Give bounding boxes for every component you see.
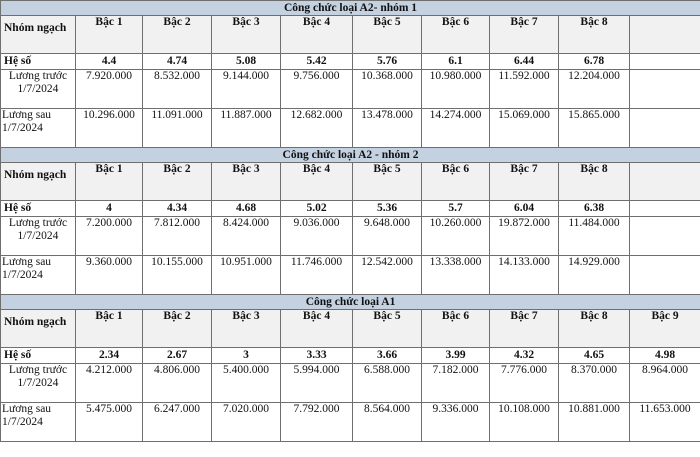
salary-before-row: [1, 364, 700, 403]
step-header: Bậc 4: [281, 16, 353, 54]
step-header: Bậc 3: [212, 16, 281, 54]
step-header: [630, 16, 700, 54]
step-header-row: [1, 163, 700, 201]
salary-before-value: 10.260.000: [422, 217, 490, 256]
step-header: Bậc 6: [422, 163, 490, 201]
step-header-row: [1, 16, 700, 54]
salary-after-value: 9.336.000: [422, 403, 490, 442]
salary-after-value: [630, 256, 700, 295]
coefficient-label: Hệ số: [1, 348, 76, 364]
coefficient-value: 4: [76, 201, 143, 217]
salary-after-value: 10.155.000: [143, 256, 212, 295]
group-label: Nhóm ngạch: [1, 16, 76, 54]
step-header: Bậc 2: [143, 16, 212, 54]
coefficient-label: Hệ số: [1, 201, 76, 217]
salary-after-row: [1, 109, 700, 148]
step-header: Bậc 2: [143, 310, 212, 348]
salary-after-value: 6.247.000: [143, 403, 212, 442]
salary-before-row: [1, 217, 700, 256]
salary-before-value: 4.212.000: [76, 364, 143, 403]
salary-before-value: 9.756.000: [281, 70, 353, 109]
coefficient-value: 3: [212, 348, 281, 364]
salary-after-value: 10.108.000: [490, 403, 559, 442]
salary-before-value: 7.812.000: [143, 217, 212, 256]
step-header: Bậc 5: [353, 310, 422, 348]
salary-before-value: 8.424.000: [212, 217, 281, 256]
coefficient-value: 3.66: [353, 348, 422, 364]
salary-before-value: 7.182.000: [422, 364, 490, 403]
coefficient-value: 3.99: [422, 348, 490, 364]
coefficient-value: [630, 54, 700, 70]
salary-after-value: 13.478.000: [353, 109, 422, 148]
section-title: Công chức loại A2 - nhóm 2: [1, 148, 700, 163]
coefficient-value: 4.65: [559, 348, 630, 364]
salary-before-value: 8.532.000: [143, 70, 212, 109]
coefficient-row: [1, 54, 700, 70]
step-header: Bậc 5: [353, 16, 422, 54]
step-header: Bậc 1: [76, 163, 143, 201]
coefficient-value: [630, 201, 700, 217]
salary-after-value: 7.020.000: [212, 403, 281, 442]
salary-after-label: Lương sau 1/7/2024: [1, 256, 76, 295]
step-header: Bậc 3: [212, 310, 281, 348]
salary-after-row: [1, 403, 700, 442]
step-header: Bậc 8: [559, 310, 630, 348]
salary-before-value: 5.994.000: [281, 364, 353, 403]
salary-after-value: 11.091.000: [143, 109, 212, 148]
coefficient-value: 6.78: [559, 54, 630, 70]
salary-after-value: 7.792.000: [281, 403, 353, 442]
salary-after-value: 10.881.000: [559, 403, 630, 442]
section-title: Công chức loại A2- nhóm 1: [1, 1, 700, 16]
coefficient-value: 4.98: [630, 348, 700, 364]
salary-after-value: 5.475.000: [76, 403, 143, 442]
step-header: Bậc 7: [490, 16, 559, 54]
salary-before-label: Lương trước 1/7/2024: [1, 217, 76, 256]
salary-before-label: Lương trước 1/7/2024: [1, 364, 76, 403]
group-label: Nhóm ngạch: [1, 310, 76, 348]
coefficient-label: Hệ số: [1, 54, 76, 70]
salary-before-value: 11.484.000: [559, 217, 630, 256]
coefficient-value: 4.68: [212, 201, 281, 217]
salary-before-value: 12.204.000: [559, 70, 630, 109]
salary-after-value: 11.887.000: [212, 109, 281, 148]
step-header: Bậc 4: [281, 163, 353, 201]
step-header: Bậc 6: [422, 16, 490, 54]
step-header-row: [1, 310, 700, 348]
salary-before-value: 9.036.000: [281, 217, 353, 256]
salary-after-value: 13.338.000: [422, 256, 490, 295]
salary-before-value: [630, 70, 700, 109]
salary-after-value: 15.069.000: [490, 109, 559, 148]
salary-after-value: 12.542.000: [353, 256, 422, 295]
salary-before-value: 9.648.000: [353, 217, 422, 256]
step-header: Bậc 7: [490, 163, 559, 201]
coefficient-value: 5.42: [281, 54, 353, 70]
salary-after-value: 12.682.000: [281, 109, 353, 148]
step-header: Bậc 8: [559, 16, 630, 54]
section-title-row: [1, 1, 700, 16]
coefficient-value: 4.32: [490, 348, 559, 364]
step-header: Bậc 1: [76, 310, 143, 348]
coefficient-row: [1, 348, 700, 364]
coefficient-value: 5.7: [422, 201, 490, 217]
section-title-row: [1, 148, 700, 163]
step-header: [630, 163, 700, 201]
salary-after-value: [630, 109, 700, 148]
step-header: Bậc 8: [559, 163, 630, 201]
coefficient-value: 6.04: [490, 201, 559, 217]
coefficient-value: 2.34: [76, 348, 143, 364]
salary-before-value: 7.200.000: [76, 217, 143, 256]
salary-after-value: 11.746.000: [281, 256, 353, 295]
step-header: Bậc 5: [353, 163, 422, 201]
section-title: Công chức loại A1: [1, 295, 700, 310]
salary-before-value: 7.776.000: [490, 364, 559, 403]
salary-after-value: 9.360.000: [76, 256, 143, 295]
salary-before-value: 8.964.000: [630, 364, 700, 403]
salary-before-value: 10.368.000: [353, 70, 422, 109]
salary-after-value: 8.564.000: [353, 403, 422, 442]
salary-after-value: 14.274.000: [422, 109, 490, 148]
coefficient-value: 5.08: [212, 54, 281, 70]
salary-after-row: [1, 256, 700, 295]
coefficient-value: 5.36: [353, 201, 422, 217]
salary-before-value: [630, 217, 700, 256]
coefficient-value: 6.38: [559, 201, 630, 217]
salary-before-value: 10.980.000: [422, 70, 490, 109]
step-header: Bậc 7: [490, 310, 559, 348]
step-header: Bậc 9: [630, 310, 700, 348]
coefficient-value: 6.1: [422, 54, 490, 70]
step-header: Bậc 6: [422, 310, 490, 348]
salary-before-value: 4.806.000: [143, 364, 212, 403]
salary-before-value: 5.400.000: [212, 364, 281, 403]
coefficient-value: 4.34: [143, 201, 212, 217]
salary-after-label: Lương sau 1/7/2024: [1, 109, 76, 148]
group-label: Nhóm ngạch: [1, 163, 76, 201]
coefficient-row: [1, 201, 700, 217]
salary-before-value: 7.920.000: [76, 70, 143, 109]
salary-after-value: 15.865.000: [559, 109, 630, 148]
coefficient-value: 2.67: [143, 348, 212, 364]
coefficient-value: 3.33: [281, 348, 353, 364]
salary-before-value: 8.370.000: [559, 364, 630, 403]
coefficient-value: 4.74: [143, 54, 212, 70]
salary-after-value: 14.929.000: [559, 256, 630, 295]
step-header: Bậc 4: [281, 310, 353, 348]
coefficient-value: 6.44: [490, 54, 559, 70]
coefficient-value: 5.76: [353, 54, 422, 70]
coefficient-value: 5.02: [281, 201, 353, 217]
salary-after-value: 11.653.000: [630, 403, 700, 442]
salary-after-value: 10.951.000: [212, 256, 281, 295]
salary-after-label: Lương sau 1/7/2024: [1, 403, 76, 442]
salary-before-value: 9.144.000: [212, 70, 281, 109]
step-header: Bậc 3: [212, 163, 281, 201]
coefficient-value: 4.4: [76, 54, 143, 70]
salary-before-value: 19.872.000: [490, 217, 559, 256]
salary-before-value: 6.588.000: [353, 364, 422, 403]
salary-before-label: Lương trước 1/7/2024: [1, 70, 76, 109]
step-header: Bậc 2: [143, 163, 212, 201]
salary-before-value: 11.592.000: [490, 70, 559, 109]
salary-before-row: [1, 70, 700, 109]
salary-after-value: 14.133.000: [490, 256, 559, 295]
salary-after-value: 10.296.000: [76, 109, 143, 148]
step-header: Bậc 1: [76, 16, 143, 54]
section-title-row: [1, 295, 700, 310]
